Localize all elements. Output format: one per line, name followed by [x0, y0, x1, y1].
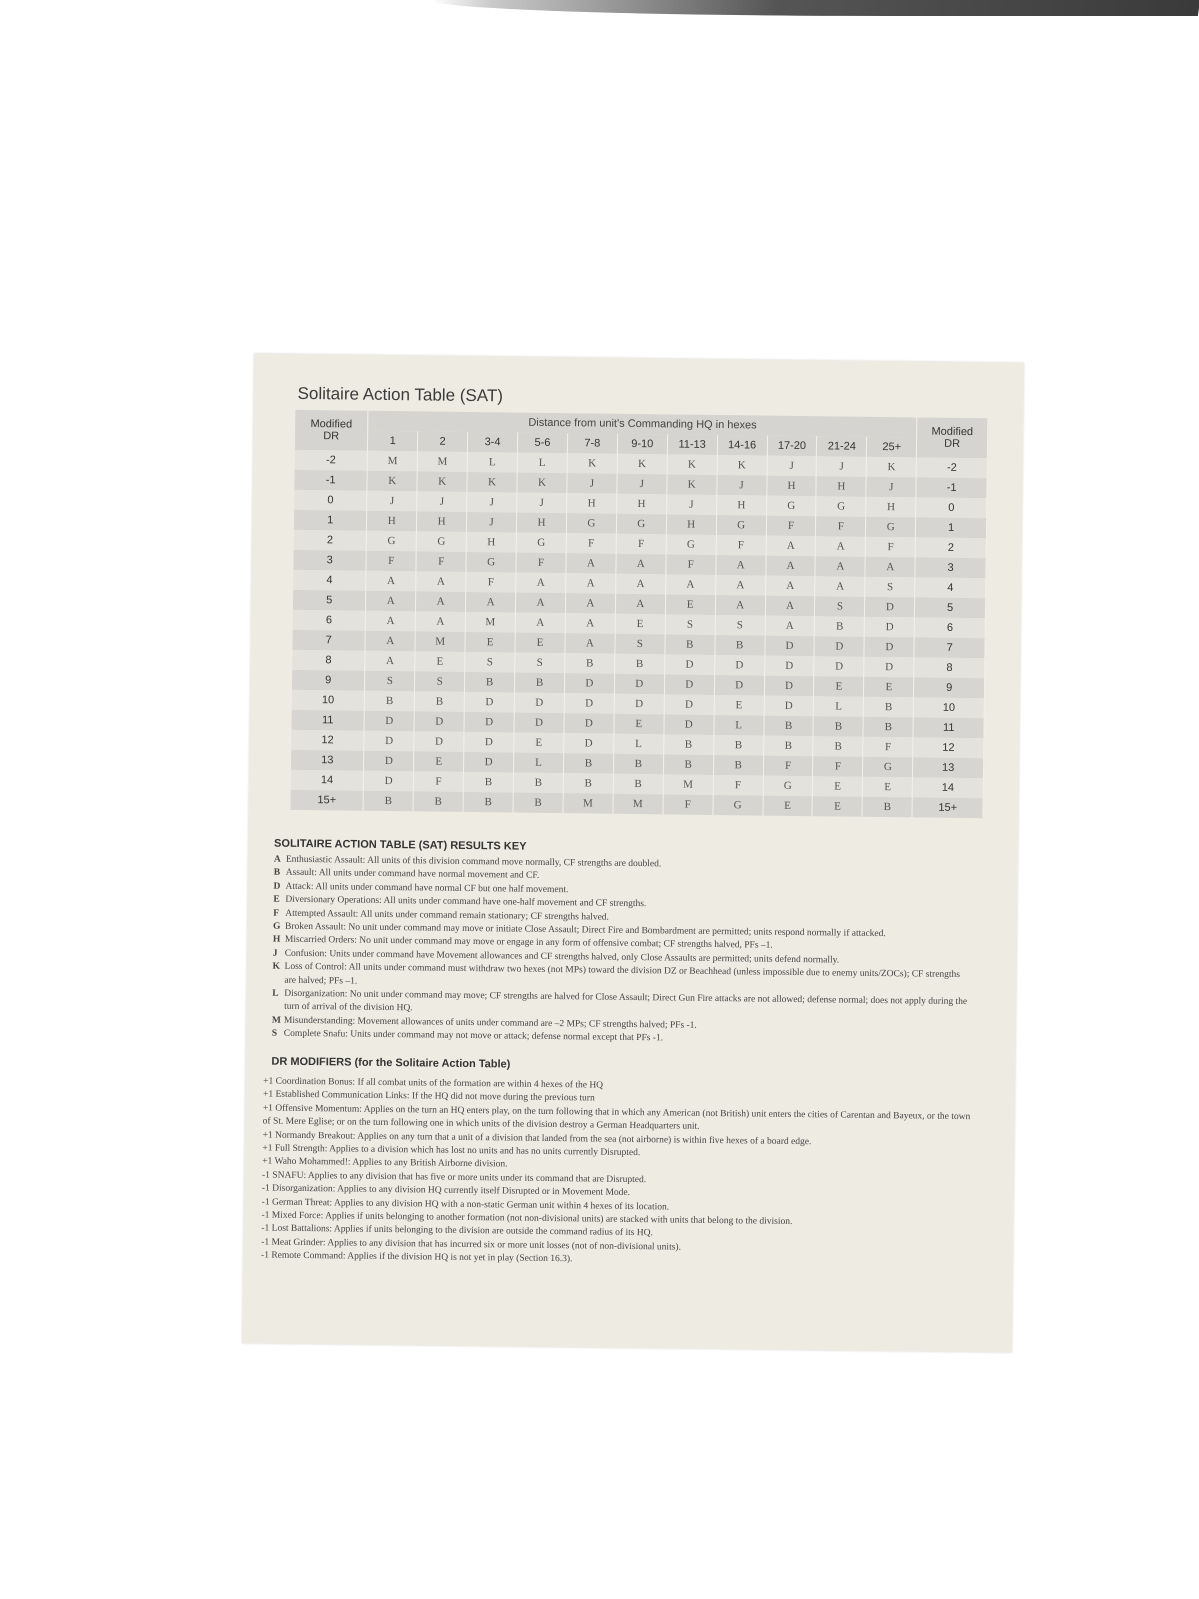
- dr-value-left: -2: [295, 450, 368, 471]
- result-cell: A: [366, 571, 416, 592]
- result-cell: M: [417, 451, 467, 472]
- result-cell: H: [816, 476, 866, 497]
- result-cell: D: [514, 693, 564, 714]
- result-cell: E: [762, 796, 812, 817]
- result-cell: D: [364, 731, 414, 752]
- dr-value-left: 7: [292, 630, 365, 651]
- result-cell: A: [515, 613, 565, 634]
- result-cell: L: [467, 452, 517, 473]
- result-cell: A: [416, 591, 466, 612]
- result-cell: S: [515, 653, 565, 674]
- result-cell: J: [666, 494, 716, 515]
- result-cell: K: [567, 453, 617, 474]
- result-cell: B: [613, 754, 663, 775]
- result-cell: A: [815, 576, 865, 597]
- result-cell: B: [465, 672, 515, 693]
- header-left-line2: DR: [323, 430, 340, 443]
- result-cell: A: [765, 556, 815, 577]
- dr-modifier-item: -1 Disorganization: Applies to any division HQ currently itself Disrupted or in Movement Mode.: [261, 1183, 631, 1199]
- result-description: Disorganization: No unit under command may move; CF strengths are halved for Close Assault; Direct Gun Fire attacks are not allowed; defense normal; does not apply during the turn of arrival of the division HQ.: [284, 988, 968, 1014]
- result-cell: A: [715, 595, 765, 616]
- result-cell: G: [616, 514, 666, 535]
- result-letter: H: [272, 935, 281, 946]
- result-cell: L: [814, 696, 864, 717]
- dr-value-left: 5: [293, 590, 366, 611]
- result-cell: B: [715, 635, 765, 656]
- result-letter: B: [273, 868, 281, 879]
- result-cell: S: [465, 652, 515, 673]
- dr-value-right: 5: [915, 597, 986, 618]
- result-cell: G: [716, 515, 766, 536]
- result-cell: G: [713, 795, 763, 816]
- result-cell: H: [716, 495, 766, 516]
- result-cell: A: [515, 593, 565, 614]
- result-cell: D: [614, 674, 664, 695]
- result-cell: L: [714, 715, 764, 736]
- column-header: 11-13: [667, 434, 717, 455]
- dr-value-right: 10: [913, 697, 984, 718]
- column-header: 25+: [867, 437, 917, 458]
- result-cell: M: [563, 793, 613, 814]
- result-cell: J: [717, 475, 767, 496]
- dr-value-right: 8: [914, 657, 985, 678]
- dr-value-left: -1: [294, 470, 367, 491]
- dr-modifiers-list: [261, 1075, 973, 1271]
- result-cell: D: [464, 752, 514, 773]
- result-cell: B: [514, 673, 564, 694]
- result-cell: E: [814, 676, 864, 697]
- result-cell: J: [417, 491, 467, 512]
- result-cell: B: [862, 797, 912, 818]
- result-cell: E: [813, 776, 863, 797]
- result-cell: A: [765, 596, 815, 617]
- dr-modifier-item: -1 SNAFU: Applies to any division that has five or more units under its command that are Disrupted.: [261, 1170, 647, 1186]
- result-cell: F: [666, 554, 716, 575]
- result-cell: A: [566, 553, 616, 574]
- result-cell: G: [763, 776, 813, 797]
- result-cell: M: [415, 631, 465, 652]
- result-cell: A: [816, 536, 866, 557]
- result-cell: D: [764, 656, 814, 677]
- result-cell: A: [566, 573, 616, 594]
- result-cell: B: [815, 616, 865, 637]
- dr-modifier-item: +1 Coordination Bonus: If all combat units of the formation are within 4 hexes of the HQ: [263, 1076, 604, 1091]
- result-cell: D: [614, 694, 664, 715]
- dr-modifier-item: -1 Remote Command: Applies if the division HQ is not yet in play (Section 16.3).: [260, 1250, 573, 1265]
- result-cell: E: [863, 777, 913, 798]
- dr-value-right: 4: [915, 577, 986, 598]
- dr-value-left: 6: [293, 610, 366, 631]
- result-cell: B: [713, 755, 763, 776]
- result-cell: D: [414, 711, 464, 732]
- dr-value-right: 14: [912, 777, 983, 798]
- result-cell: D: [664, 694, 714, 715]
- dr-value-left: 1: [294, 510, 367, 531]
- column-header: 1: [368, 431, 418, 452]
- result-cell: D: [564, 693, 614, 714]
- distance-span-header: Distance from unit's Commanding HQ in hexes: [368, 411, 917, 438]
- result-cell: H: [466, 532, 516, 553]
- sat-table: [291, 410, 989, 818]
- result-cell: F: [716, 535, 766, 556]
- column-header: 21-24: [817, 436, 867, 457]
- dr-modifier-item: +1 Full Strength: Applies to a division which has lost no units and has no units currently Disrupted.: [262, 1143, 641, 1159]
- result-cell: F: [416, 551, 466, 572]
- result-cell: E: [665, 594, 715, 615]
- dr-value-left: 12: [291, 730, 364, 751]
- result-cell: B: [763, 736, 813, 757]
- result-cell: L: [614, 734, 664, 755]
- result-cell: A: [616, 554, 666, 575]
- result-letter: G: [273, 921, 281, 932]
- result-cell: E: [714, 695, 764, 716]
- result-cell: E: [864, 677, 914, 698]
- result-cell: A: [365, 611, 415, 632]
- result-letter: S: [271, 1028, 278, 1039]
- result-cell: S: [365, 671, 415, 692]
- result-cell: G: [416, 531, 466, 552]
- result-letter: K: [272, 961, 281, 972]
- dr-value-left: 13: [291, 750, 364, 771]
- result-description: Miscarried Orders: No unit under command may move or engage in any form of offensive combat; CF strengths halved, PFs –1.: [284, 935, 773, 952]
- result-letter: F: [273, 908, 280, 919]
- result-cell: G: [566, 513, 616, 534]
- result-cell: B: [813, 736, 863, 757]
- photo-edge-shadow: [429, 0, 1199, 16]
- result-cell: H: [766, 476, 816, 497]
- dr-value-right: 1: [916, 517, 987, 538]
- result-cell: G: [516, 533, 566, 554]
- result-description: Broken Assault: No unit under command may move or initiate Close Assault; Direct Fire and Bombardment are permitted; units respond normally if attacked.: [285, 921, 886, 940]
- result-cell: A: [516, 573, 566, 594]
- result-description: Attack: All units under command have normal CF but one half movement.: [285, 881, 569, 896]
- result-description: Confusion: Units under command have Movement allowances and CF strengths halved, only Close Assaults are permitted; units defend normally.: [284, 948, 840, 966]
- result-cell: E: [812, 796, 862, 817]
- result-cell: L: [517, 453, 567, 474]
- result-cell: B: [463, 772, 513, 793]
- result-cell: J: [367, 491, 417, 512]
- header-left-line1: Modified: [310, 418, 353, 431]
- result-cell: D: [364, 771, 414, 792]
- dr-modifier-item: -1 German Threat: Applies to any division HQ with a non-static German unit within 4 hexes of its location.: [261, 1197, 670, 1213]
- dr-modifier-item: +1 Offensive Momentum: Applies on the turn an HQ enters play, on the turn following that in which any American (not British) unit enters the cities of Carentan and Bayeux, or the town of St. Mere Eglise; or on the turn following one in which units of the division destroy a German Headquarters unit.: [262, 1103, 971, 1133]
- result-cell: D: [514, 713, 564, 734]
- result-cell: D: [764, 696, 814, 717]
- dr-modifier-item: -1 Mixed Force: Applies if units belonging to another formation (not non-divisional units) are stacked with units that belong to the division.: [261, 1210, 793, 1228]
- result-cell: D: [865, 597, 915, 618]
- result-cell: J: [517, 493, 567, 514]
- column-header: 7-8: [567, 433, 617, 454]
- column-header: 9-10: [617, 434, 667, 455]
- result-cell: K: [866, 457, 916, 478]
- dr-value-left: 2: [294, 530, 367, 551]
- result-cell: D: [464, 732, 514, 753]
- dr-value-right: 0: [916, 497, 987, 518]
- result-cell: F: [366, 551, 416, 572]
- column-header: 14-16: [717, 435, 767, 456]
- result-cell: J: [866, 477, 916, 498]
- result-cell: J: [467, 512, 517, 533]
- result-cell: S: [715, 615, 765, 636]
- result-cell: B: [713, 735, 763, 756]
- result-cell: F: [813, 756, 863, 777]
- result-cell: D: [564, 713, 614, 734]
- result-cell: D: [364, 711, 414, 732]
- result-cell: B: [513, 773, 563, 794]
- results-key-title: SOLITAIRE ACTION TABLE (SAT) RESULTS KEY: [274, 837, 527, 853]
- table-body: [291, 450, 988, 818]
- result-cell: K: [417, 471, 467, 492]
- result-cell: S: [865, 577, 915, 598]
- result-cell: A: [415, 611, 465, 632]
- result-cell: H: [866, 497, 916, 518]
- result-cell: F: [516, 553, 566, 574]
- result-cell: F: [863, 737, 913, 758]
- result-cell: A: [865, 557, 915, 578]
- header-modified-dr-left: [295, 410, 368, 451]
- dr-value-right: 3: [915, 557, 986, 578]
- result-cell: D: [714, 655, 764, 676]
- dr-modifier-item: -1 Lost Battalions: Applies if units belonging to the division are outside the command radius of its HQ.: [261, 1223, 653, 1239]
- result-cell: E: [614, 714, 664, 735]
- result-description: Diversionary Operations: All units under command have one-half movement and CF strengths.: [285, 894, 647, 910]
- dr-value-right: 13: [913, 757, 984, 778]
- result-description: Attempted Assault: All units under command remain stationary; CF strengths halved.: [285, 908, 610, 923]
- result-cell: D: [564, 673, 614, 694]
- result-cell: A: [565, 613, 615, 634]
- dr-value-left: 10: [292, 690, 365, 711]
- result-cell: J: [617, 474, 667, 495]
- result-cell: D: [865, 617, 915, 638]
- dr-value-left: 3: [293, 550, 366, 571]
- column-header: 5-6: [517, 433, 567, 454]
- result-cell: K: [517, 473, 567, 494]
- result-cell: A: [615, 594, 665, 615]
- result-cell: B: [563, 773, 613, 794]
- result-cell: M: [465, 612, 515, 633]
- result-cell: B: [563, 753, 613, 774]
- result-cell: F: [816, 516, 866, 537]
- header-right-line1: Modified: [931, 425, 974, 439]
- result-cell: B: [364, 691, 414, 712]
- result-cell: S: [665, 614, 715, 635]
- result-cell: D: [864, 657, 914, 678]
- result-cell: G: [666, 534, 716, 555]
- result-cell: B: [565, 653, 615, 674]
- header-right-line2: DR: [944, 437, 961, 450]
- dr-modifier-item: -1 Meat Grinder: Applies to any division that has incurred six or more unit losses (not of non-divisional units).: [261, 1237, 682, 1253]
- result-cell: F: [466, 572, 516, 593]
- result-cell: A: [416, 571, 466, 592]
- result-cell: B: [613, 774, 663, 795]
- dr-value-left: 0: [294, 490, 367, 511]
- dr-value-right: -1: [916, 477, 987, 498]
- result-cell: A: [565, 633, 615, 654]
- result-cell: K: [667, 454, 717, 475]
- result-description: Enthusiastic Assault: All units of this division command move normally, CF strengths are doubled.: [285, 854, 662, 870]
- result-letter: J: [272, 948, 278, 959]
- result-cell: K: [717, 455, 767, 476]
- result-cell: H: [417, 511, 467, 532]
- dr-value-right: 12: [913, 737, 984, 758]
- result-cell: G: [466, 552, 516, 573]
- result-cell: H: [666, 514, 716, 535]
- result-cell: G: [816, 496, 866, 517]
- dr-modifier-item: +1 Normandy Breakout: Applies on any turn that a unit of a division that landed from the sea (not airborne) is within five hexes of a board edge.: [262, 1130, 812, 1147]
- result-description: Loss of Control: All units under command must withdraw two hexes (not MPs) toward the division DZ or Beachhead (unless impossible due to enemy units/ZOCs); CF strengths are halved; PFs –1.: [284, 962, 961, 987]
- result-cell: J: [767, 456, 817, 477]
- result-cell: F: [713, 775, 763, 796]
- dr-value-right: 15+: [912, 797, 983, 818]
- result-description: Misunderstanding: Movement allowances of units under command are –2 MPs; CF strengths halved; PFs -1.: [283, 1015, 697, 1031]
- result-cell: H: [516, 513, 566, 534]
- result-cell: M: [613, 794, 663, 815]
- result-cell: F: [763, 756, 813, 777]
- result-cell: H: [367, 511, 417, 532]
- result-cell: F: [766, 516, 816, 537]
- result-cell: M: [367, 451, 417, 472]
- dr-value-left: 9: [292, 670, 365, 691]
- result-cell: D: [364, 751, 414, 772]
- result-cell: B: [863, 717, 913, 738]
- result-cell: B: [663, 734, 713, 755]
- result-cell: A: [815, 556, 865, 577]
- result-cell: D: [414, 731, 464, 752]
- result-cell: B: [763, 716, 813, 737]
- result-cell: S: [815, 596, 865, 617]
- result-cell: B: [663, 754, 713, 775]
- dr-value-right: 6: [914, 617, 985, 638]
- result-letter: M: [271, 1015, 281, 1026]
- result-cell: A: [565, 593, 615, 614]
- result-cell: A: [466, 592, 516, 613]
- result-letter: L: [272, 988, 279, 999]
- result-description: Assault: All units under command have normal movement and CF.: [285, 868, 540, 882]
- result-cell: B: [813, 716, 863, 737]
- result-cell: D: [664, 714, 714, 735]
- dr-value-right: 11: [913, 717, 984, 738]
- result-cell: A: [716, 555, 766, 576]
- result-cell: S: [615, 634, 665, 655]
- result-cell: B: [463, 792, 513, 813]
- result-cell: J: [567, 473, 617, 494]
- result-cell: D: [814, 656, 864, 677]
- result-cell: D: [464, 712, 514, 733]
- result-cell: D: [764, 676, 814, 697]
- result-cell: D: [714, 675, 764, 696]
- result-cell: M: [663, 774, 713, 795]
- result-cell: A: [365, 651, 415, 672]
- dr-modifier-item: +1 Waho Mohammed!: Applies to any British Airborne division.: [262, 1156, 508, 1170]
- result-cell: K: [617, 454, 667, 475]
- dr-value-right: 7: [914, 637, 985, 658]
- result-cell: G: [766, 496, 816, 517]
- column-header: 3-4: [467, 432, 517, 453]
- result-letter: E: [273, 894, 280, 905]
- result-cell: D: [664, 674, 714, 695]
- dr-value-right: 9: [914, 677, 985, 698]
- result-cell: B: [363, 791, 413, 812]
- page-title: Solitaire Action Table (SAT): [297, 383, 504, 406]
- dr-value-left: 8: [292, 650, 365, 671]
- result-cell: G: [366, 531, 416, 552]
- dr-value-left: 4: [293, 570, 366, 591]
- result-cell: A: [765, 616, 815, 637]
- result-cell: A: [766, 536, 816, 557]
- result-cell: F: [663, 794, 713, 815]
- result-cell: A: [665, 574, 715, 595]
- result-cell: D: [764, 636, 814, 657]
- result-cell: B: [413, 791, 463, 812]
- dr-value-left: 14: [291, 770, 364, 791]
- result-cell: E: [514, 733, 564, 754]
- result-cell: L: [513, 753, 563, 774]
- printed-sheet: [242, 353, 1024, 1352]
- results-key-list: [272, 854, 974, 1050]
- dr-value-right: -2: [916, 457, 987, 478]
- result-cell: B: [513, 793, 563, 814]
- result-cell: K: [467, 472, 517, 493]
- result-cell: D: [464, 692, 514, 713]
- result-cell: E: [615, 614, 665, 635]
- result-cell: J: [817, 456, 867, 477]
- result-cell: E: [415, 651, 465, 672]
- header-modified-dr-right: [917, 417, 988, 458]
- result-cell: D: [814, 636, 864, 657]
- dr-modifiers-title: DR MODIFIERS (for the Solitaire Action Table): [271, 1055, 511, 1071]
- dr-value-left: 11: [291, 710, 364, 731]
- column-header: 2: [418, 431, 468, 452]
- result-cell: A: [715, 575, 765, 596]
- dr-value-left: 15+: [291, 790, 364, 811]
- result-cell: H: [616, 494, 666, 515]
- result-cell: F: [566, 533, 616, 554]
- result-cell: A: [615, 574, 665, 595]
- result-cell: D: [564, 733, 614, 754]
- result-cell: A: [365, 631, 415, 652]
- result-cell: B: [414, 691, 464, 712]
- result-cell: A: [366, 591, 416, 612]
- result-cell: G: [863, 757, 913, 778]
- result-cell: D: [864, 637, 914, 658]
- result-cell: E: [414, 751, 464, 772]
- result-cell: S: [415, 671, 465, 692]
- result-cell: H: [567, 493, 617, 514]
- result-letter: D: [273, 881, 281, 892]
- result-cell: K: [667, 474, 717, 495]
- result-cell: E: [465, 632, 515, 653]
- result-cell: B: [665, 634, 715, 655]
- result-cell: K: [367, 471, 417, 492]
- column-header: 17-20: [767, 436, 817, 457]
- result-cell: G: [866, 517, 916, 538]
- result-cell: F: [616, 534, 666, 555]
- result-cell: A: [765, 576, 815, 597]
- result-cell: B: [864, 697, 914, 718]
- result-cell: F: [413, 771, 463, 792]
- dr-value-right: 2: [915, 537, 986, 558]
- result-letter: A: [273, 854, 281, 865]
- result-description: Complete Snafu: Units under command may not move or attack; defense normal except that PFs -1.: [283, 1029, 664, 1044]
- result-cell: D: [664, 654, 714, 675]
- result-cell: B: [615, 654, 665, 675]
- dr-modifier-item: +1 Established Communication Links: If the HQ did not move during the previous turn: [262, 1089, 595, 1104]
- result-cell: J: [467, 492, 517, 513]
- result-cell: E: [515, 633, 565, 654]
- result-cell: F: [865, 537, 915, 558]
